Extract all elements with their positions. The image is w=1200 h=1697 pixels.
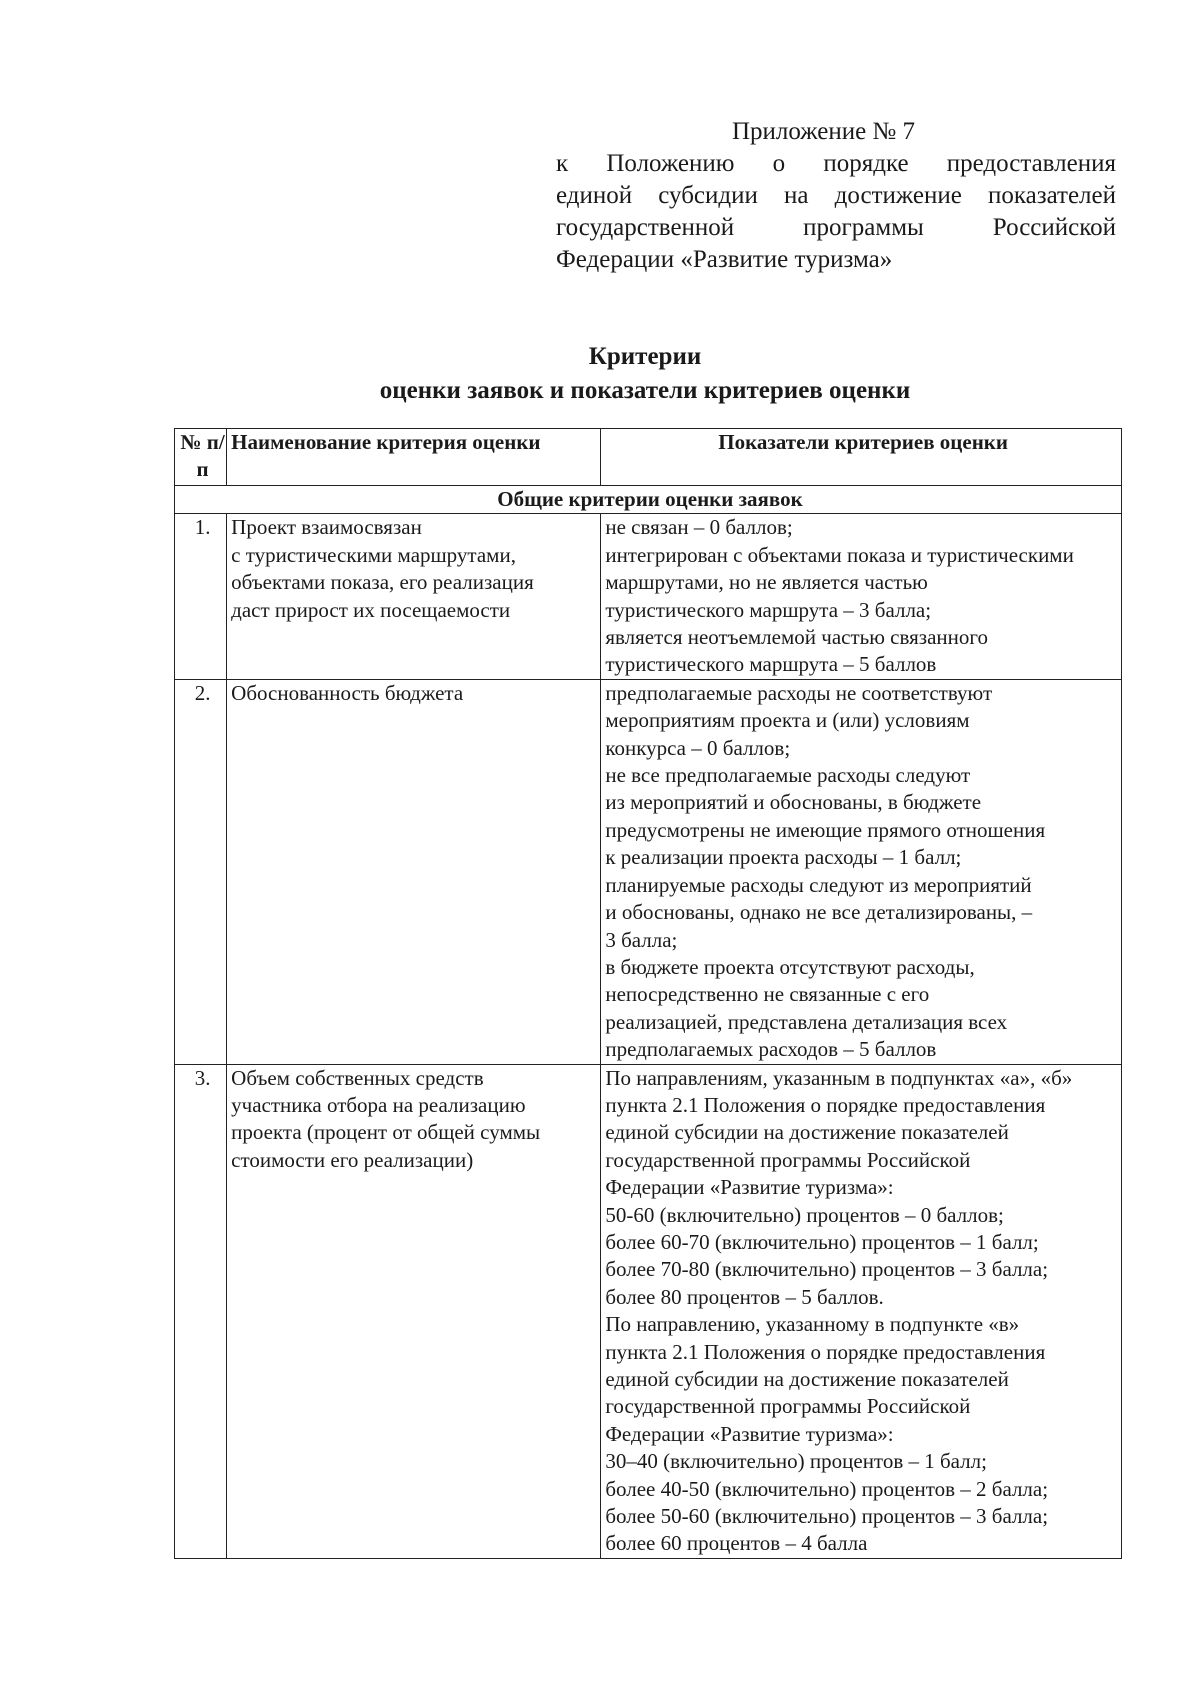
indicator-line: не все предполагаемые расходы следуют bbox=[605, 763, 971, 788]
heading-subtitle: оценки заявок и показатели критериев оценки bbox=[379, 377, 911, 404]
indicator-line: предусмотрены не имеющие прямого отношения bbox=[605, 817, 1046, 842]
indicator-line: По направлениям, указанным в подпунктах «а», «б» bbox=[605, 1065, 1073, 1090]
criterion-name bbox=[227, 1064, 601, 1558]
indicator-line: более 70-80 (включительно) процентов – 3 балла; bbox=[605, 1257, 1049, 1282]
indicator-line: Федерации «Развитие туризма»: bbox=[605, 1421, 894, 1446]
indicator-line: из мероприятий и обоснованы, в бюджете bbox=[605, 790, 982, 815]
appendix-line: единой субсидии на достижение показателей bbox=[556, 182, 1116, 209]
criterion-name-line: с туристическими маршрутами, bbox=[231, 542, 516, 567]
section-row bbox=[175, 486, 1122, 514]
indicator-line: пункта 2.1 Положения о порядке предоставления bbox=[605, 1339, 1046, 1364]
indicator-line: конкурса – 0 баллов; bbox=[605, 735, 791, 760]
header-indicators: Показатели критериев оценки bbox=[601, 429, 1122, 486]
indicator-line: более 80 процентов – 5 баллов. bbox=[605, 1284, 884, 1309]
indicator-line: маршрутами, но не является частью bbox=[605, 570, 928, 595]
section-title: Общие критерии оценки заявок bbox=[175, 486, 1122, 514]
table-row bbox=[175, 679, 1122, 1064]
heading-title: Критерии bbox=[588, 343, 702, 370]
criterion-name-line: Проект взаимосвязан bbox=[231, 515, 422, 540]
indicator-line: более 40-50 (включительно) процентов – 2 балла; bbox=[605, 1476, 1049, 1501]
row-number: 3. bbox=[175, 1064, 227, 1558]
table-header-row bbox=[175, 429, 1122, 486]
indicator-line: 3 балла; bbox=[605, 927, 678, 952]
header-number: № п/п bbox=[175, 429, 227, 486]
indicator-line: более 60-70 (включительно) процентов – 1 балл; bbox=[605, 1229, 1039, 1254]
criterion-indicators bbox=[601, 679, 1122, 1064]
criterion-name-line: объектами показа, его реализация bbox=[231, 570, 534, 595]
indicator-line: туристического маршрута – 5 баллов bbox=[605, 652, 937, 677]
document-heading bbox=[170, 340, 1120, 408]
indicator-line: По направлению, указанному в подпункте «в» bbox=[605, 1312, 1020, 1337]
criterion-name bbox=[227, 514, 601, 679]
criterion-name-line: Обоснованность бюджета bbox=[231, 680, 464, 705]
criterion-indicators bbox=[601, 514, 1122, 679]
indicator-line: более 60 процентов – 4 балла bbox=[605, 1531, 868, 1556]
indicator-line: единой субсидии на достижение показателей bbox=[605, 1120, 1009, 1145]
table-row bbox=[175, 1064, 1122, 1558]
row-number: 1. bbox=[175, 514, 227, 679]
indicator-line: пункта 2.1 Положения о порядке предоставления bbox=[605, 1092, 1046, 1117]
appendix-line: к Положению о порядке предоставления bbox=[556, 150, 1116, 177]
indicator-line: 30–40 (включительно) процентов – 1 балл; bbox=[605, 1449, 987, 1474]
criterion-name bbox=[227, 679, 601, 1064]
indicator-line: предполагаемые расходы не соответствуют bbox=[605, 680, 993, 705]
header-criterion-name: Наименование критерия оценки bbox=[227, 429, 601, 486]
indicator-line: мероприятиям проекта и (или) условиям bbox=[605, 708, 970, 733]
row-number: 2. bbox=[175, 679, 227, 1064]
indicator-line: непосредственно не связанные с его bbox=[605, 982, 930, 1007]
indicator-line: не связан – 0 баллов; bbox=[605, 515, 793, 540]
indicator-line: планируемые расходы следуют из мероприятий bbox=[605, 872, 1032, 897]
appendix-line: государственной программы Российской bbox=[556, 214, 1116, 241]
indicator-line: и обоснованы, однако не все детализированы, – bbox=[605, 900, 1033, 925]
indicator-line: в бюджете проекта отсутствуют расходы, bbox=[605, 954, 975, 979]
criterion-name-line: стоимости его реализации) bbox=[231, 1147, 474, 1172]
table-row bbox=[175, 514, 1122, 679]
indicator-line: интегрирован с объектами показа и туристическими bbox=[605, 542, 1074, 567]
indicator-line: является неотъемлемой частью связанного bbox=[605, 625, 988, 650]
appendix-line: Федерации «Развитие туризма» bbox=[556, 246, 893, 273]
indicator-line: государственной программы Российской bbox=[605, 1394, 971, 1419]
indicator-line: государственной программы Российской bbox=[605, 1147, 971, 1172]
appendix-title: Приложение № 7 bbox=[732, 118, 916, 145]
indicator-line: реализацией, представлена детализация всех bbox=[605, 1009, 1008, 1034]
criteria-table bbox=[174, 428, 1122, 1559]
criterion-indicators bbox=[601, 1064, 1122, 1558]
indicator-line: единой субсидии на достижение показателей bbox=[605, 1367, 1009, 1391]
indicator-line: предполагаемых расходов – 5 баллов bbox=[605, 1037, 937, 1062]
criterion-name-line: даст прирост их посещаемости bbox=[231, 597, 511, 622]
indicator-line: туристического маршрута – 3 балла; bbox=[605, 597, 932, 622]
indicator-line: к реализации проекта расходы – 1 балл; bbox=[605, 845, 962, 870]
indicator-line: более 50-60 (включительно) процентов – 3 балла; bbox=[605, 1504, 1049, 1529]
appendix-block bbox=[556, 116, 1116, 276]
indicator-line: 50-60 (включительно) процентов – 0 баллов; bbox=[605, 1202, 1004, 1227]
criterion-name-line: Объем собственных средств bbox=[231, 1065, 484, 1090]
criterion-name-line: участника отбора на реализацию bbox=[231, 1092, 526, 1117]
criterion-name-line: проекта (процент от общей суммы bbox=[231, 1120, 541, 1145]
indicator-line: Федерации «Развитие туризма»: bbox=[605, 1175, 894, 1200]
